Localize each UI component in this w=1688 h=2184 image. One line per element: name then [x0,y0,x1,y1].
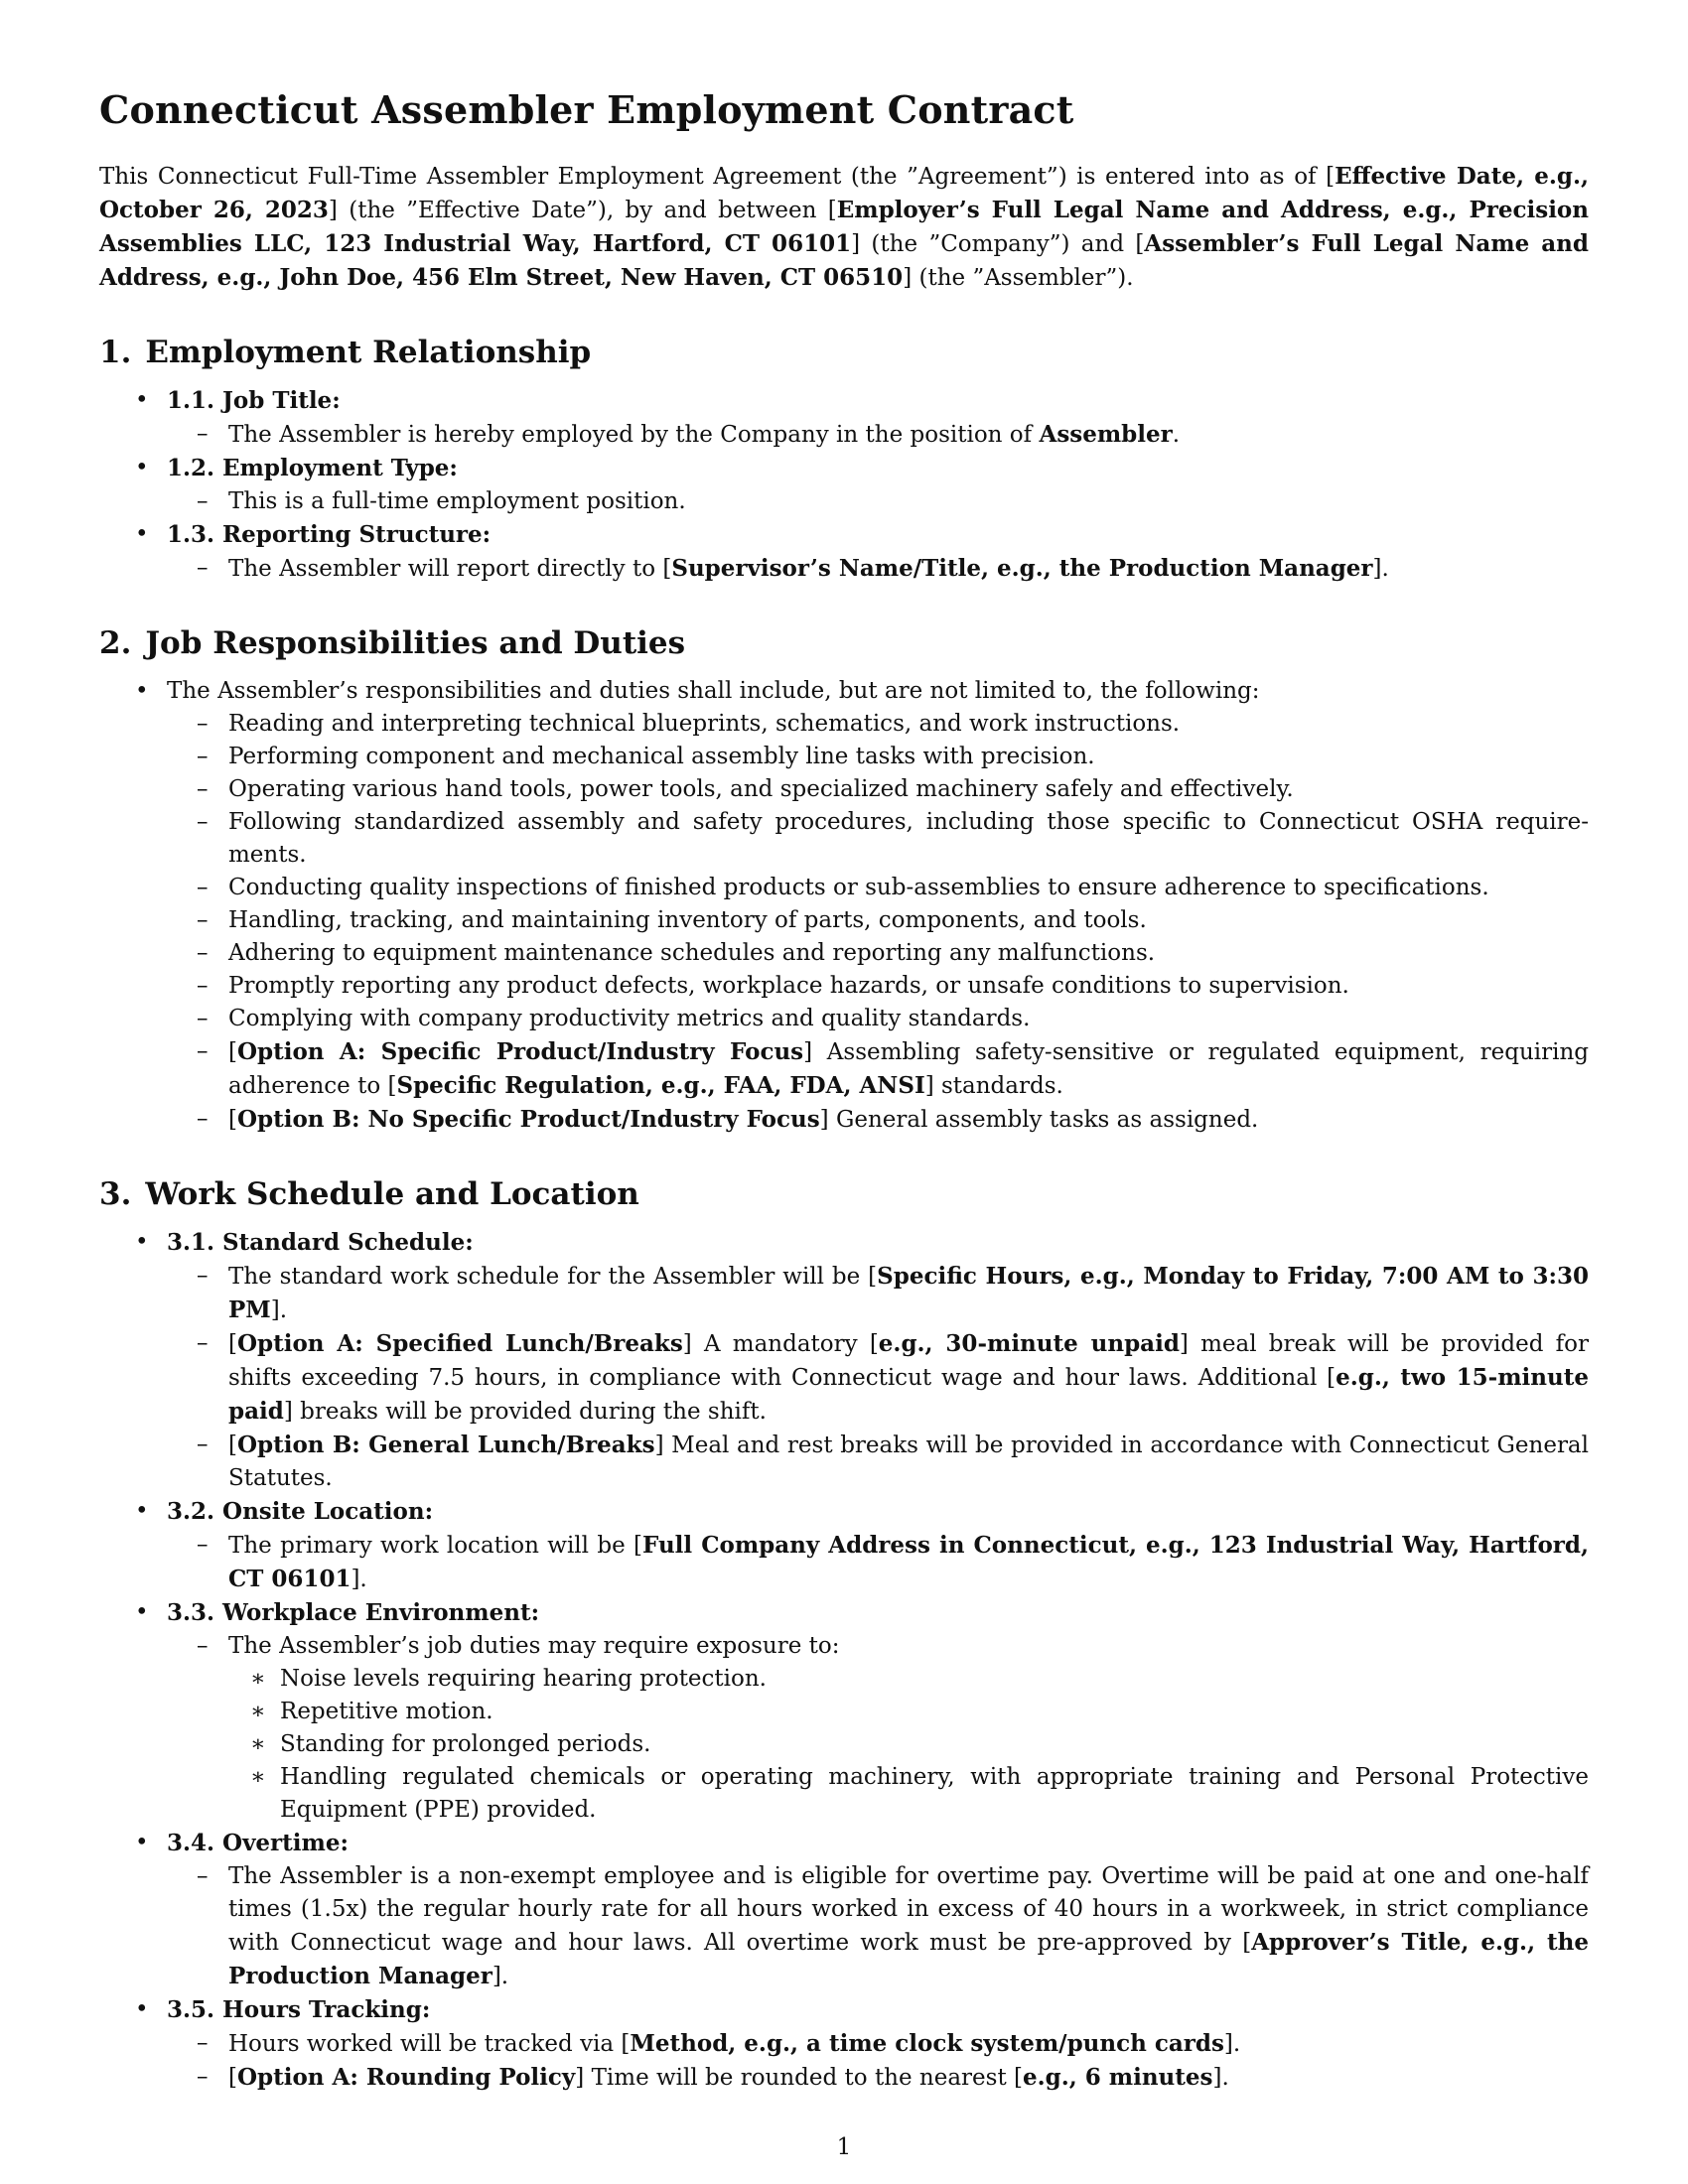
bold-text: 1.3. Reporting Structure: [167,521,492,548]
contract-page [99,87,1589,2095]
dash-icon: – [197,1863,209,1889]
section [99,1176,1589,2095]
bold-text: Option A: Rounding Policy [236,2064,576,2091]
bold-text: Full Company Address in Connecticut, e.g., 123 Industrial Way, Hartford, CT 06101 [228,1532,1589,1592]
dash-icon: – [197,1106,209,1132]
intro-paragraph [99,160,1589,295]
list-item [99,904,1589,937]
bold-text: Specific Hours, e.g., Monday to Friday, 7:00 AM to 3:30 PM [228,1263,1589,1323]
section-title: Work Schedule and Location [145,1176,639,1212]
dash-icon: – [197,711,209,737]
bold-text: 1.2. Employment Type: [167,455,458,481]
asterisk-icon: ∗ [250,1764,266,1790]
list-item [99,773,1589,806]
section [99,335,1589,586]
list-item [99,418,1589,452]
list-item [99,1327,1589,1429]
bold-text: Specific Regulation, e.g., FAA, FDA, ANSI [396,1072,925,1099]
text-run: This Connecticut Full-Time Assembler Employment Agreement (the ”Agreement”) is entered into as of [ [99,164,1336,190]
bold-text: Option A: Specific Product/Industry Focus [236,1038,804,1065]
list-item [99,552,1589,586]
dash-icon: – [197,1432,209,1457]
text-run: The standard work schedule for the Assembler will be [ [228,1264,878,1290]
text-run: Hours worked will be tracked via [ [228,2031,631,2057]
list-item [99,1630,1589,1663]
bullet-icon: • [135,455,149,480]
text-run: The Assembler is hereby employed by the Company in the position of [228,422,1040,448]
text-run: ]. [1372,556,1389,582]
text-run: ] (the ”Assembler”). [903,265,1134,291]
text-run: ] Assembling safety-sensitive or regulated equipment, requiring adherence to [ [228,1039,1590,1099]
text-run: Repetitive motion. [280,1699,493,1724]
section-number: 1. [99,335,132,370]
bold-text: Method, e.g., a time clock system/punch cards [630,2030,1224,2057]
text-run: Noise levels requiring hearing protection. [280,1666,767,1692]
dash-icon: – [197,1006,209,1031]
list-item [99,485,1589,518]
list-item [99,1003,1589,1035]
dash-icon: – [197,1532,209,1558]
dash-icon: – [197,1330,209,1356]
text-run: The Assembler’s responsibilities and duties shall include, but are not limited to, the following: [167,678,1260,704]
sections-container [99,335,1589,2095]
text-run: Performing component and mechanical assembly line tasks with precision. [228,744,1095,769]
list-item [99,1827,1589,1860]
bold-text: Supervisor’s Name/Title, e.g., the Production Manager [671,555,1373,582]
dash-icon: – [197,1038,209,1064]
text-run: . [1172,422,1181,448]
asterisk-icon: ∗ [250,1699,266,1724]
text-run: This is a full-time employment position. [228,488,686,514]
section [99,625,1589,1137]
text-run: The primary work location will be [ [228,1533,643,1559]
list-item [99,2061,1589,2095]
text-run: ] Meal and rest breaks will be provided in accordance with Connecticut General Statutes. [228,1433,1590,1491]
bullet-icon: • [135,1599,149,1625]
text-run: Complying with company productivity metrics and quality standards. [228,1006,1031,1031]
dash-icon: – [197,2030,209,2056]
dash-icon: – [197,1633,209,1659]
bold-text: 3.2. Onsite Location: [167,1498,434,1525]
text-run: The Assembler’s job duties may require exposure to: [228,1633,840,1659]
text-run: ] meal break will be provided for shifts exceeding 7.5 hours, in compliance with Connecticut wage and hour laws. Additional [ [228,1331,1589,1391]
text-run: [ [228,2065,237,2091]
list-item [99,384,1589,418]
list-item [99,741,1589,773]
bold-text: 1.1. Job Title: [167,387,341,414]
bold-text: 3.4. Overtime: [167,1830,350,1856]
dash-icon: – [197,809,209,835]
bold-text: e.g., 6 minutes [1023,2064,1213,2091]
list-item [99,1529,1589,1596]
text-run: Operating various hand tools, power tools, and specialized machinery safely and effectively. [228,776,1294,802]
section-number: 3. [99,1176,132,1212]
dash-icon: – [197,421,209,447]
bold-text: Assembler [1039,421,1173,448]
text-run: ] A mandatory [ [682,1331,879,1357]
list-item [99,1226,1589,1260]
bold-text: 3.1. Standard Schedule: [167,1229,474,1256]
list-item [99,1429,1589,1495]
bold-text: e.g., 30-minute unpaid [878,1330,1180,1357]
bold-text: 3.5. Hours Tracking: [167,1996,431,2023]
bold-text: Option B: General Lunch/Breaks [236,1432,655,1458]
section-heading [99,1176,1589,1212]
text-run: ] (the ”Company”) and [ [851,231,1145,257]
list-item [99,970,1589,1003]
bold-text: Option B: No Specific Product/Industry Focus [236,1106,820,1133]
list-item [99,1860,1589,1993]
list-item [99,518,1589,552]
list-item [99,1495,1589,1529]
asterisk-icon: ∗ [250,1731,266,1757]
bold-text: Assembler’s Full Legal Name and Address, e.g., John Doe, 456 Elm Street, New Haven, CT 06510 [99,230,1589,291]
text-run: [ [228,1331,237,1357]
text-run: ] standards. [924,1073,1063,1099]
dash-icon: – [197,1263,209,1289]
bullet-icon: • [135,1830,149,1855]
text-run: ] General assembly tasks as assigned. [819,1107,1259,1133]
page-number: 1 [836,2134,852,2160]
text-run: Conducting quality inspections of finished products or sub-assemblies to ensure adherence to specifications. [228,875,1489,900]
list-item [99,1728,1589,1761]
section-title: Job Responsibilities and Duties [145,625,686,661]
document-title: Connecticut Assembler Employment Contract [99,87,1074,132]
bullet-icon: • [135,521,149,547]
text-run: ]. [1212,2065,1229,2091]
text-run: The Assembler will report directly to [ [228,556,672,582]
bullet-icon: • [135,678,149,704]
section-number: 2. [99,625,132,661]
list-item [99,1663,1589,1696]
bullet-icon: • [135,1229,149,1255]
text-run: ] breaks will be provided during the shift. [283,1399,767,1425]
dash-icon: – [197,488,209,514]
bullet-icon: • [135,1498,149,1524]
list-item [99,872,1589,904]
section-title: Employment Relationship [145,335,592,370]
bold-text: Option A: Specified Lunch/Breaks [236,1330,683,1357]
bold-text: e.g., two 15-minute paid [228,1364,1589,1425]
dash-icon: – [197,940,209,966]
list-item [99,1993,1589,2027]
list-item [99,1696,1589,1728]
section-heading [99,625,1589,661]
dash-icon: – [197,2064,209,2090]
text-run: ]. [492,1964,509,1989]
text-run: ] Time will be rounded to the nearest [ [575,2065,1023,2091]
bold-text: Effective Date, e.g., October 26, 2023 [99,163,1589,223]
text-run: ] (the ”Effective Date”), by and between [ [328,198,837,223]
list-item [99,1596,1589,1630]
list-item [99,708,1589,741]
bold-text: Approver’s Title, e.g., the Production Manager [228,1929,1590,1989]
text-run: ]. [351,1567,367,1592]
section-heading [99,335,1589,370]
asterisk-icon: ∗ [250,1666,266,1692]
dash-icon: – [197,907,209,933]
bold-text: Employer’s Full Legal Name and Address, e.g., Precision Assemblies LLC, 123 Industrial Way, Hartford, CT 06101 [99,197,1589,257]
dash-icon: – [197,875,209,900]
text-run: Promptly reporting any product defects, workplace hazards, or unsafe conditions to supervision. [228,973,1349,999]
text-run: ]. [1223,2031,1241,2057]
dash-icon: – [197,555,209,581]
list-item [99,1035,1589,1103]
text-run: [ [228,1039,237,1065]
list-item [99,452,1589,485]
text-run: Adhering to equipment maintenance schedules and reporting any malfunctions. [228,940,1156,966]
list-item [99,1260,1589,1327]
text-run: Following standardized assembly and safety procedures, including those specific to Connecticut OSHA require- ments. [228,809,1589,868]
list-item [99,1103,1589,1137]
text-run: The Assembler is a non-exempt employee and is eligible for overtime pay. Overtime will be paid at one and one-half times (1.5x) the regular hourly rate for all hours worked in excess of 40 hours in a workweek, in strict compliance with Connecticut wage and hour laws. All overtime work must be pre-approved by [ [228,1863,1589,1956]
text-run: Standing for prolonged periods. [280,1731,651,1757]
text-run: [ [228,1433,237,1458]
list-item [99,806,1589,872]
text-run: Handling regulated chemicals or operating machinery, with appropriate training and Personal Protective Equipment (PPE) provided. [280,1764,1589,1823]
text-run: [ [228,1107,237,1133]
text-run: Reading and interpreting technical blueprints, schematics, and work instructions. [228,711,1181,737]
dash-icon: – [197,744,209,769]
dash-icon: – [197,776,209,802]
dash-icon: – [197,973,209,999]
list-item [99,1761,1589,1827]
text-run: Handling, tracking, and maintaining inventory of parts, components, and tools. [228,907,1147,933]
text-run: ]. [270,1297,288,1323]
bullet-icon: • [135,1996,149,2022]
list-item [99,2027,1589,2061]
bold-text: 3.3. Workplace Environment: [167,1599,540,1626]
list-item [99,675,1589,708]
list-item [99,937,1589,970]
bullet-icon: • [135,387,149,413]
